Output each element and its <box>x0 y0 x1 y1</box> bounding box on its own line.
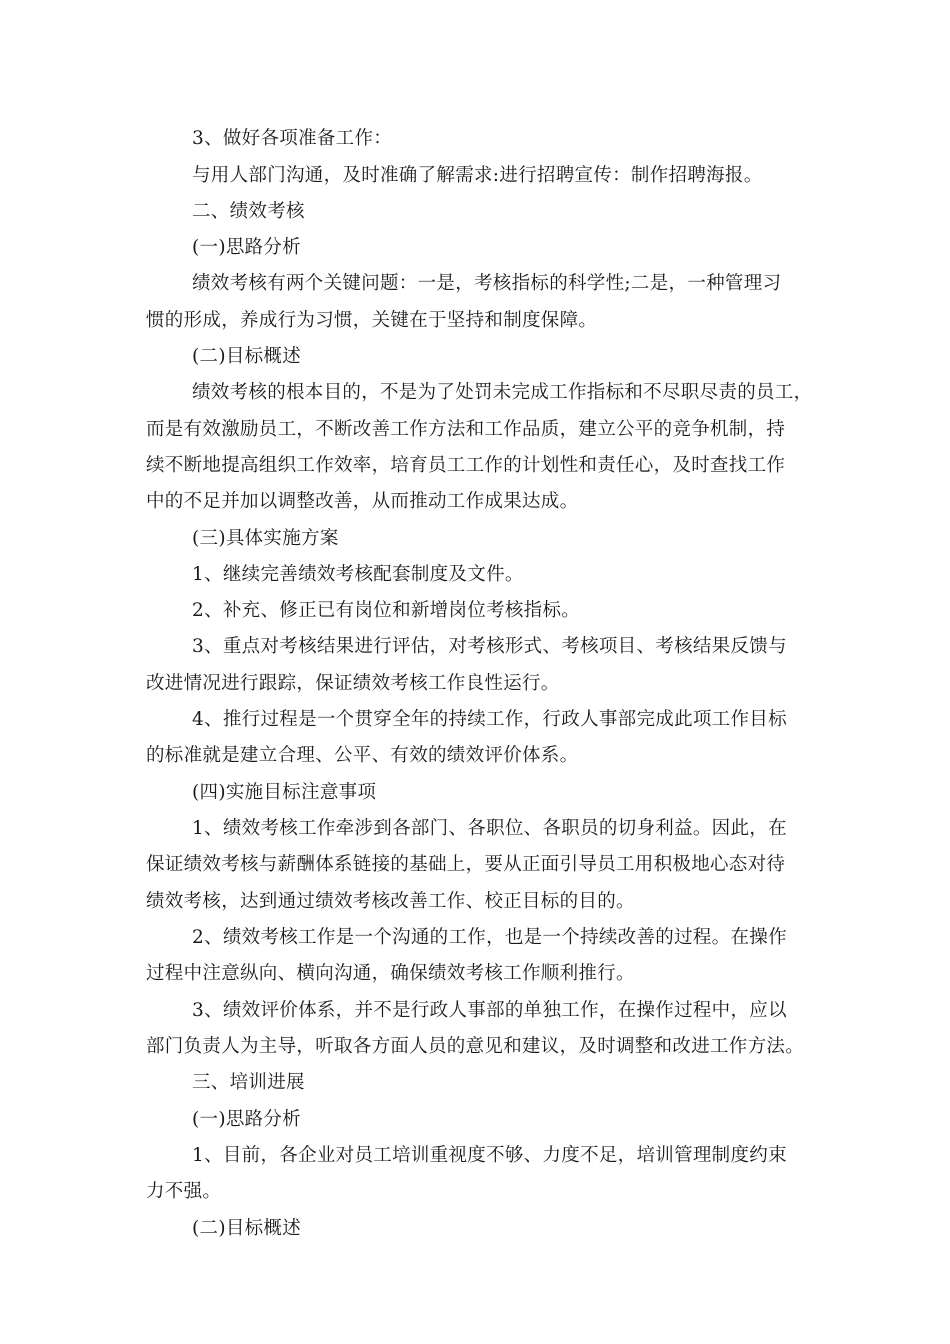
text-line: 3、绩效评价体系，并不是行政人事部的单独工作，在操作过程中，应以 <box>192 1000 787 1021</box>
text-line: 3、重点对考核结果进行评估，对考核形式、考核项目、考核结果反馈与 <box>192 636 787 657</box>
text-line: 惯的形成，养成行为习惯，关键在于坚持和制度保障。 <box>146 310 598 331</box>
text-line: 绩效考核有两个关键问题：一是，考核指标的科学性;二是，一种管理习 <box>192 273 782 294</box>
subsection-heading: (三)具体实施方案 <box>192 528 339 549</box>
text-line: 过程中注意纵向、横向沟通，确保绩效考核工作顺利推行。 <box>146 963 635 984</box>
text-line: 保证绩效考核与薪酬体系链接的基础上，要从正面引导员工用积极地心态对待 <box>146 854 786 875</box>
text-line: 绩效考核的根本目的，不是为了处罚未完成工作指标和不尽职尽责的员工， <box>192 382 813 403</box>
text-line: 部门负责人为主导，听取各方面人员的意见和建议，及时调整和改进工作方法。 <box>146 1036 805 1057</box>
text-line: 而是有效激励员工，不断改善工作方法和工作品质，建立公平的竞争机制，持 <box>146 419 786 440</box>
text-line: 4、推行过程是一个贯穿全年的持续工作，行政人事部完成此项工作目标 <box>192 709 787 730</box>
text-line: 2、绩效考核工作是一个沟通的工作，也是一个持续改善的过程。在操作 <box>192 927 787 948</box>
text-line: 改进情况进行跟踪，保证绩效考核工作良性运行。 <box>146 673 560 694</box>
text-line: 1、绩效考核工作牵涉到各部门、各职位、各职员的切身利益。因此，在 <box>192 818 787 839</box>
subsection-heading: (一)思路分析 <box>192 237 302 258</box>
text-line: 1、继续完善绩效考核配套制度及文件。 <box>192 564 524 585</box>
text-line: 的标准就是建立合理、公平、有效的绩效评价体系。 <box>146 745 579 766</box>
subsection-heading: (四)实施目标注意事项 <box>192 782 377 803</box>
text-line: 2、补充、修正已有岗位和新增岗位考核指标。 <box>192 600 581 621</box>
text-line: 3、做好各项准备工作： <box>192 128 393 149</box>
subsection-heading: (二)目标概述 <box>192 346 302 367</box>
text-line: 与用人部门沟通，及时准确了解需求:进行招聘宣传：制作招聘海报。 <box>192 165 763 186</box>
section-heading: 二、绩效考核 <box>192 201 305 222</box>
section-heading: 三、培训进展 <box>192 1072 305 1093</box>
text-line: 力不强。 <box>146 1181 222 1202</box>
subsection-heading: (二)目标概述 <box>192 1218 302 1239</box>
text-line: 绩效考核，达到通过绩效考核改善工作、校正目标的目的。 <box>146 891 635 912</box>
text-line: 续不断地提高组织工作效率，培育员工工作的计划性和责任心，及时查找工作 <box>146 455 786 476</box>
text-line: 1、目前，各企业对员工培训重视度不够、力度不足，培训管理制度约束 <box>192 1145 787 1166</box>
subsection-heading: (一)思路分析 <box>192 1109 302 1130</box>
text-line: 中的不足并加以调整改善，从而推动工作成果达成。 <box>146 491 579 512</box>
